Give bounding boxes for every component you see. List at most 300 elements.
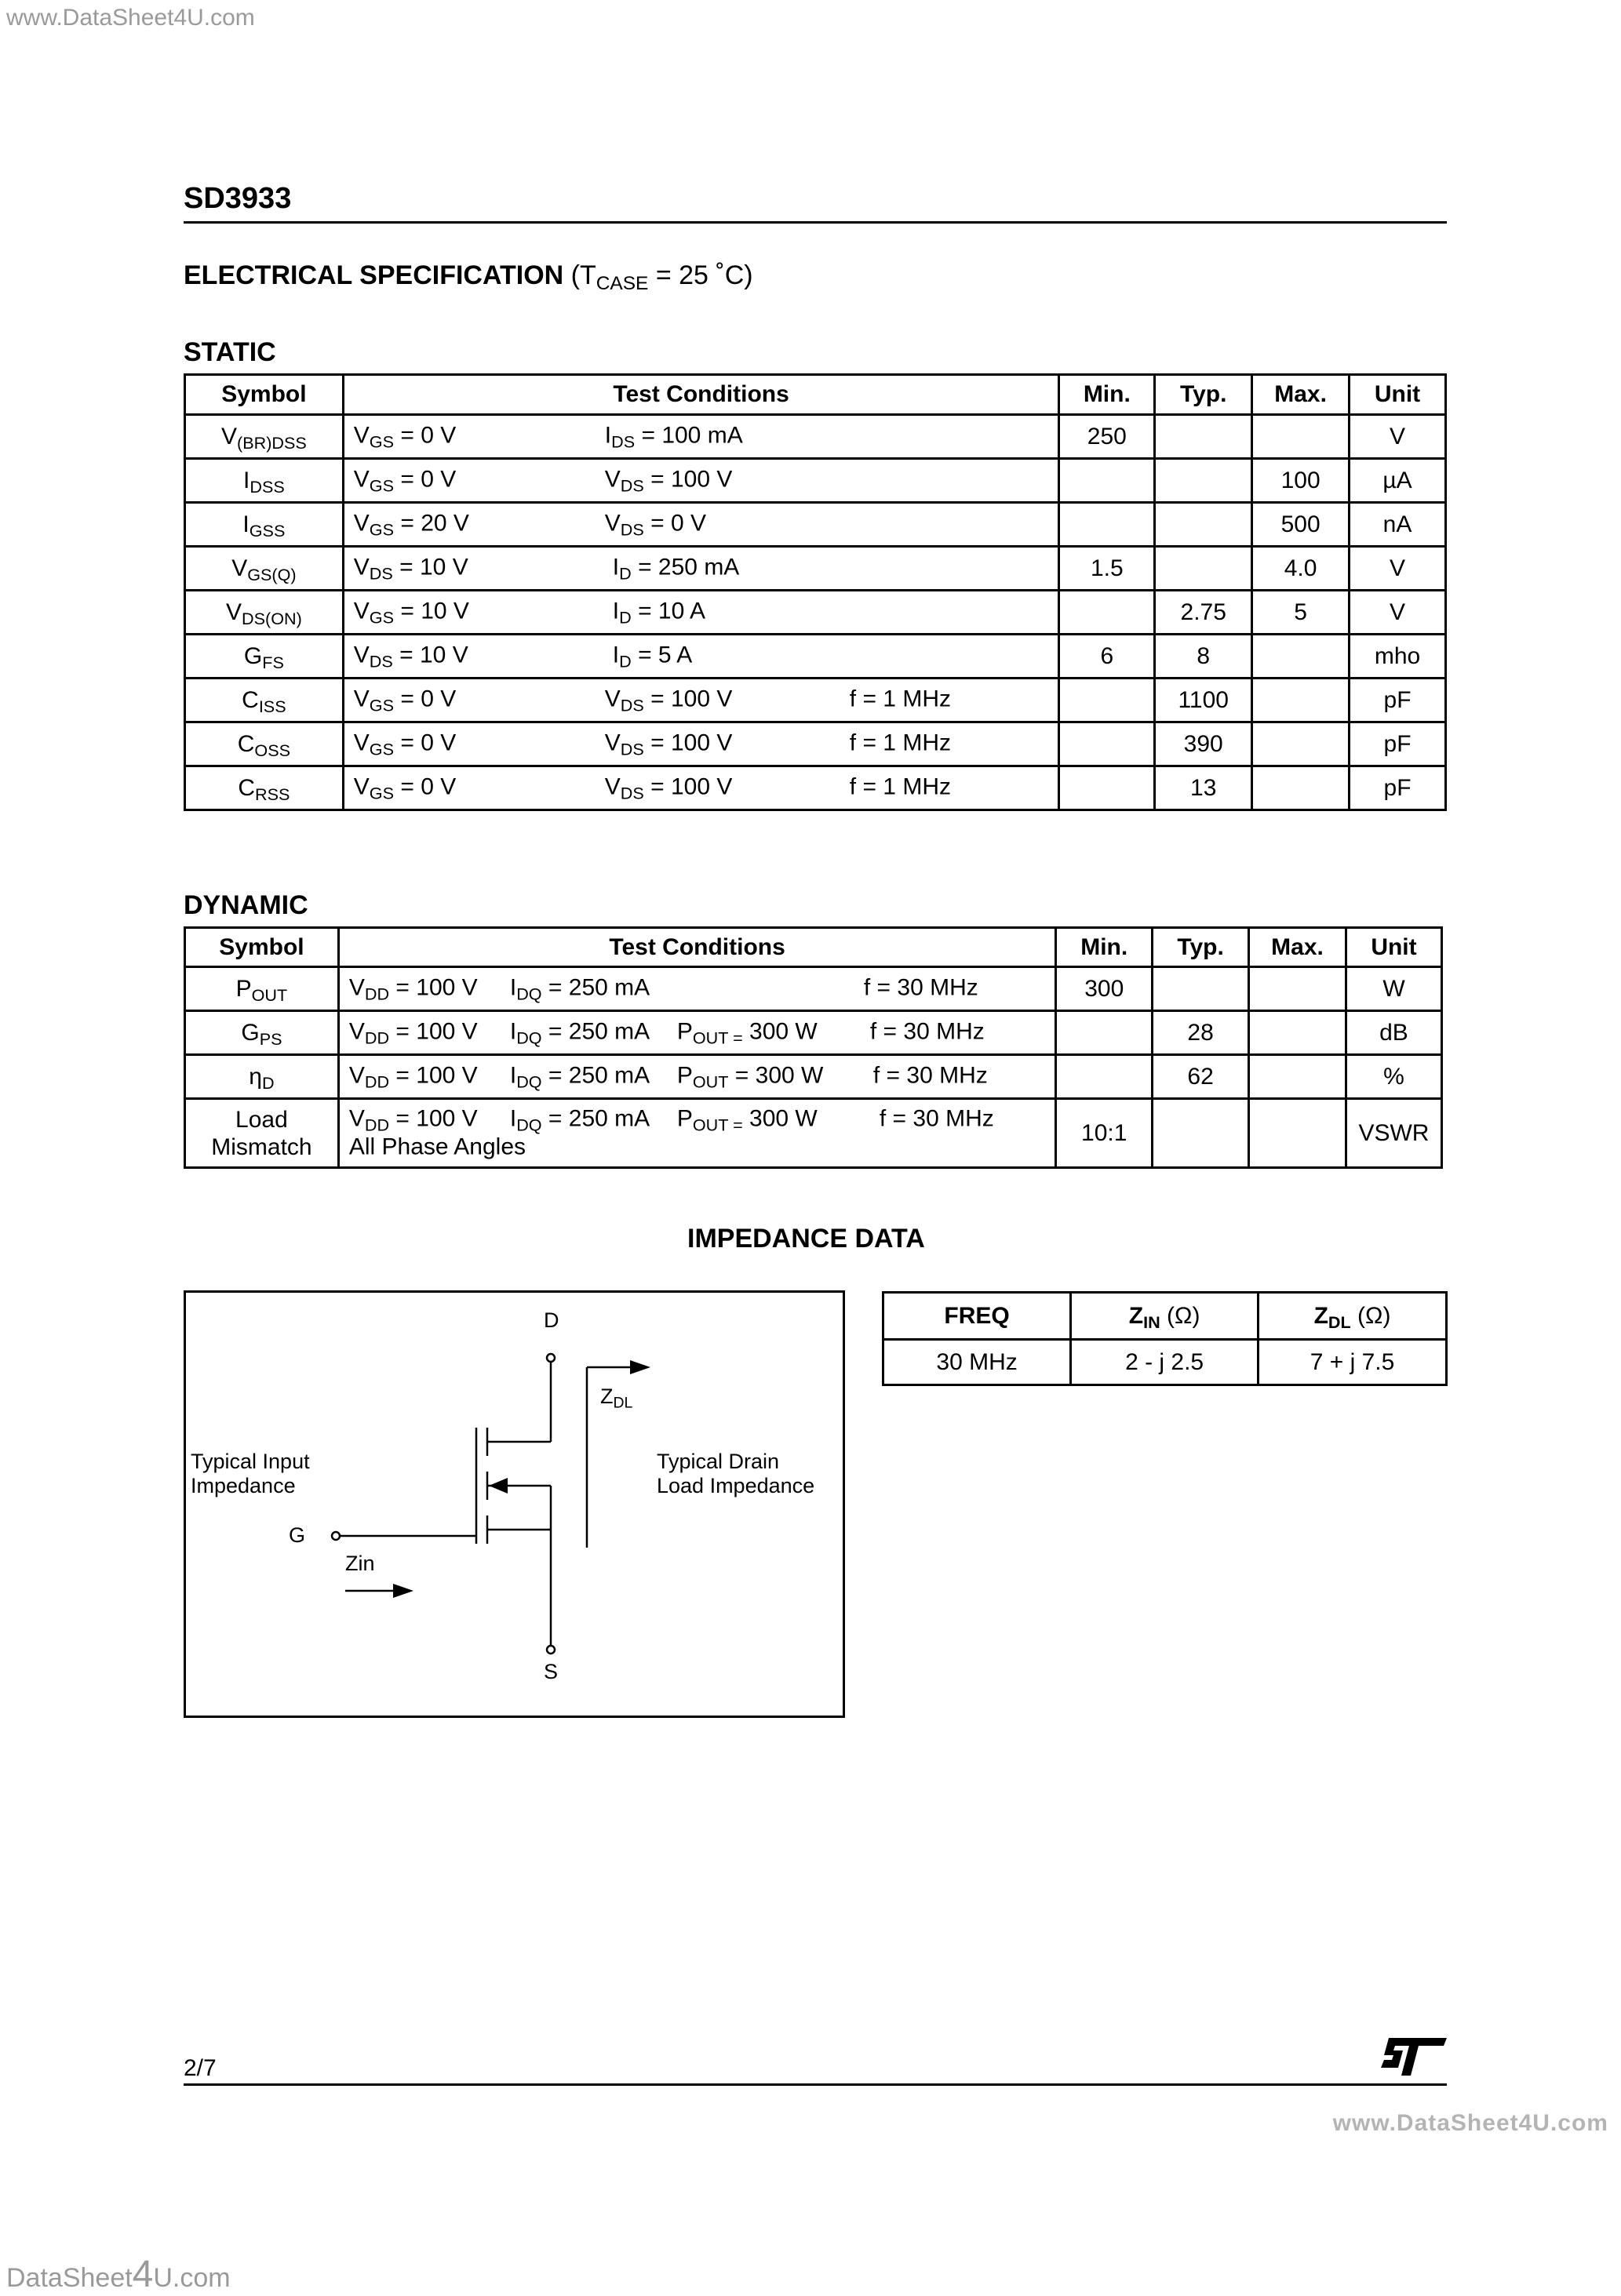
- static-unit: nA: [1350, 503, 1446, 547]
- cond-value: = 100 V: [643, 685, 733, 711]
- static-conditions: [343, 591, 1059, 635]
- static-typ: [1155, 503, 1252, 547]
- cond-main: V: [604, 773, 621, 799]
- static-min: [1059, 459, 1155, 503]
- symbol-sub: (BR)DSS: [237, 432, 307, 453]
- watermark-bottom-pre: DataSheet: [6, 2263, 133, 2293]
- cond-main: I: [509, 1105, 517, 1132]
- static-unit: µA: [1350, 459, 1446, 503]
- gate-label: G: [289, 1523, 306, 1547]
- impedance-zdl: 7 + j 7.5: [1259, 1340, 1447, 1385]
- static-unit: V: [1350, 591, 1446, 635]
- zdl-label: [600, 1385, 633, 1412]
- static-unit: pF: [1350, 679, 1446, 722]
- drain-label: D: [544, 1308, 559, 1332]
- condition-2: [612, 641, 693, 671]
- static-min: [1059, 722, 1155, 766]
- cond-value: = 20 V: [394, 509, 469, 536]
- condition-idq: [510, 974, 650, 1001]
- static-typ: [1155, 459, 1252, 503]
- cond-main: V: [604, 685, 621, 711]
- dynamic-typ: [1153, 1099, 1249, 1168]
- dynamic-table: [184, 926, 1443, 1169]
- cond-value: = 250 mA: [541, 1105, 650, 1132]
- static-table-row: [185, 766, 1446, 810]
- static-unit: V: [1350, 547, 1446, 591]
- condition-1: [353, 729, 457, 759]
- impedance-zin: 2 - j 2.5: [1071, 1340, 1259, 1385]
- spec-title: [184, 260, 753, 294]
- cond-value: = 250 mA: [541, 1061, 650, 1088]
- cond-main: V: [353, 465, 370, 492]
- cond-sub: GS: [369, 431, 394, 451]
- condition-1: [353, 597, 469, 627]
- static-typ: 1100: [1155, 679, 1252, 722]
- dynamic-min: [1056, 1011, 1153, 1055]
- zdl-label-sub: DL: [613, 1394, 633, 1412]
- cond-sub: D: [619, 650, 632, 671]
- dynamic-title: DYNAMIC: [184, 890, 308, 920]
- static-min: [1059, 679, 1155, 722]
- static-symbol: [185, 635, 344, 679]
- footer-rule: [184, 2083, 1447, 2086]
- dynamic-min: 300: [1056, 967, 1153, 1011]
- cond-value: = 100 V: [389, 1105, 478, 1132]
- static-header-row: [185, 375, 1446, 415]
- spec-cond-suffix: = 25 ˚C): [648, 260, 753, 290]
- symbol-line1: Load: [235, 1106, 288, 1133]
- cond-sub: GS: [369, 782, 394, 802]
- static-conditions: [343, 415, 1059, 459]
- dynamic-unit: VSWR: [1346, 1099, 1441, 1168]
- static-table-row: [185, 547, 1446, 591]
- cond-main: I: [509, 1017, 517, 1044]
- static-typ: [1155, 415, 1252, 459]
- condition-1: [353, 553, 468, 583]
- static-min: 1.5: [1059, 547, 1155, 591]
- symbol-main: V: [225, 599, 242, 625]
- static-max: 4.0: [1252, 547, 1350, 591]
- drain-terminal: [547, 1354, 555, 1362]
- static-symbol: [185, 415, 344, 459]
- impedance-head-zdl-sub: DL: [1328, 1312, 1351, 1332]
- st-logo-shape: [1381, 2038, 1447, 2076]
- impedance-head-zin: [1071, 1293, 1259, 1340]
- static-conditions: [343, 635, 1059, 679]
- cond-main: V: [348, 1061, 365, 1088]
- input-impedance-line1: Typical Input: [191, 1450, 310, 1473]
- source-terminal: [547, 1646, 555, 1654]
- static-conditions: [343, 722, 1059, 766]
- static-conditions: [343, 679, 1059, 722]
- dynamic-max: [1249, 1099, 1346, 1168]
- condition-1: [354, 466, 456, 493]
- cond-sub: GS: [369, 694, 394, 715]
- static-unit: pF: [1350, 766, 1446, 810]
- cond-sub: GS: [369, 519, 394, 539]
- impedance-freq: 30 MHz: [883, 1340, 1071, 1385]
- cond-sub: GS: [369, 738, 394, 759]
- impedance-head-zin-main: Z: [1128, 1302, 1144, 1329]
- static-min: [1059, 766, 1155, 810]
- symbol-main: V: [220, 423, 237, 449]
- dynamic-max: [1249, 1055, 1346, 1099]
- cond-value: 300 W: [742, 1017, 818, 1044]
- symbol-main: I: [243, 467, 250, 493]
- condition-1: [354, 773, 456, 800]
- cond-sub: GS: [369, 606, 394, 627]
- impedance-head-zdl-unit: (Ω): [1350, 1302, 1391, 1329]
- condition-1: [353, 641, 468, 671]
- static-max: 5: [1252, 591, 1350, 635]
- cond-value: = 250 mA: [541, 973, 650, 1000]
- cond-main: V: [604, 729, 621, 755]
- dynamic-symbol: [185, 1099, 339, 1168]
- static-symbol: [185, 547, 344, 591]
- condition-2: [604, 729, 733, 759]
- cond-value: = 10 V: [392, 641, 468, 668]
- condition-vdd: [349, 1018, 478, 1045]
- dynamic-header-row: [185, 928, 1442, 967]
- static-max: [1252, 722, 1350, 766]
- cond-sub: DD: [364, 1027, 390, 1047]
- cond-sub: DD: [364, 1115, 390, 1135]
- static-conditions: [343, 547, 1059, 591]
- dynamic-head-min: Min.: [1056, 928, 1153, 967]
- cond-main: V: [353, 553, 370, 580]
- cond-value: 300 W: [742, 1105, 818, 1132]
- cond-sub: DS: [620, 694, 644, 715]
- static-table-row: [185, 679, 1446, 722]
- symbol-sub: DSS: [250, 476, 285, 497]
- cond-main: V: [604, 465, 621, 492]
- cond-value: = 100 V: [643, 773, 733, 799]
- condition-3: f = 1 MHz: [849, 773, 951, 799]
- part-number: SD3933: [184, 182, 292, 215]
- cond-main: V: [353, 773, 370, 799]
- cond-value: = 100 V: [389, 973, 478, 1000]
- dynamic-head-typ: Typ.: [1153, 928, 1249, 967]
- dynamic-max: [1249, 1011, 1346, 1055]
- dynamic-conditions: [338, 1011, 1055, 1055]
- cond-main: P: [676, 1105, 693, 1132]
- condition-2: [605, 466, 733, 493]
- watermark-bottom: [6, 2253, 231, 2296]
- cond-main: P: [676, 1061, 693, 1088]
- dynamic-head-unit: Unit: [1346, 928, 1441, 967]
- impedance-diagram: [184, 1290, 845, 1718]
- impedance-head-zdl: [1259, 1293, 1447, 1340]
- cond-main: V: [353, 509, 370, 536]
- drain-impedance-label: [657, 1450, 814, 1498]
- condition-idq: [510, 1018, 650, 1045]
- condition-2: [612, 597, 705, 627]
- cond-main: I: [604, 421, 612, 448]
- spec-cond-sub: CASE: [596, 272, 649, 294]
- cond-value: = 250 mA: [631, 553, 740, 580]
- static-head-typ: Typ.: [1155, 375, 1252, 415]
- symbol-sub: FS: [262, 652, 284, 672]
- static-typ: 390: [1155, 722, 1252, 766]
- symbol-sub: GSS: [249, 520, 286, 540]
- page-number: 2/7: [184, 2055, 217, 2081]
- condition-1: [353, 685, 457, 715]
- cond-sub: D: [619, 562, 632, 583]
- impedance-head-freq: FREQ: [883, 1293, 1071, 1340]
- symbol-main: V: [231, 555, 248, 581]
- condition-3: f = 1 MHz: [849, 685, 951, 711]
- cond-main: V: [353, 641, 370, 668]
- dynamic-head-max: Max.: [1249, 928, 1346, 967]
- condition-2: [605, 773, 733, 800]
- cond-sub: DQ: [516, 983, 542, 1003]
- cond-main: I: [612, 641, 620, 668]
- body-arrow: [489, 1478, 508, 1494]
- dynamic-min: [1056, 1055, 1153, 1099]
- cond-value: = 100 V: [389, 1017, 478, 1044]
- cond-sub: DS: [369, 562, 393, 583]
- dynamic-typ: 62: [1153, 1055, 1249, 1099]
- static-max: [1252, 415, 1350, 459]
- condition-freq: f = 30 MHz: [869, 1017, 985, 1044]
- st-logo: [1378, 2033, 1448, 2080]
- symbol-sub: OUT: [251, 984, 288, 1005]
- static-symbol: [185, 591, 344, 635]
- cond-sub: D: [619, 606, 632, 627]
- cond-value: = 0 V: [394, 465, 457, 492]
- static-typ: 13: [1155, 766, 1252, 810]
- dynamic-table-row: [185, 1099, 1442, 1168]
- dynamic-unit: %: [1346, 1055, 1441, 1099]
- cond-main: V: [353, 729, 370, 755]
- spec-cond-prefix: (T: [570, 260, 596, 290]
- input-impedance-label: [191, 1450, 310, 1498]
- static-conditions: [343, 503, 1059, 547]
- condition-2: [605, 422, 743, 449]
- impedance-title: IMPEDANCE DATA: [687, 1224, 925, 1254]
- static-symbol: [185, 766, 344, 810]
- static-table-row: [185, 591, 1446, 635]
- symbol-main: G: [243, 642, 263, 669]
- static-min: [1059, 503, 1155, 547]
- watermark-right: www.DataSheet4U.com: [1332, 2110, 1608, 2136]
- symbol-sub: GS(Q): [247, 564, 297, 584]
- cond-value: = 10 V: [392, 553, 468, 580]
- symbol-main: C: [242, 686, 259, 713]
- static-symbol: [185, 459, 344, 503]
- cond-sub: GS: [369, 475, 394, 495]
- cond-main: I: [509, 973, 517, 1000]
- symbol-sub: RSS: [255, 784, 290, 804]
- drain-impedance-line2: Load Impedance: [657, 1474, 815, 1497]
- impedance-head-zin-sub: IN: [1143, 1312, 1160, 1332]
- condition-3: f = 1 MHz: [849, 729, 951, 755]
- dynamic-conditions: [338, 967, 1055, 1011]
- cond-value: = 0 V: [394, 773, 457, 799]
- dynamic-symbol: [185, 1055, 339, 1099]
- symbol-sub: PS: [259, 1028, 282, 1049]
- cond-main: V: [353, 421, 370, 448]
- cond-sub: DQ: [516, 1115, 542, 1135]
- condition-pout: [677, 1018, 818, 1045]
- static-table-row: [185, 503, 1446, 547]
- dynamic-symbol: [185, 1011, 339, 1055]
- condition-pout: [676, 1105, 818, 1135]
- watermark-bottom-big: 4: [132, 2254, 154, 2295]
- cond-sub: DS: [620, 475, 644, 495]
- dynamic-typ: [1153, 967, 1249, 1011]
- static-table-row: [185, 635, 1446, 679]
- condition-2: [604, 685, 733, 715]
- header-rule: [184, 221, 1447, 224]
- static-unit: pF: [1350, 722, 1446, 766]
- spec-title-text: ELECTRICAL SPECIFICATION: [184, 260, 564, 290]
- watermark-top: www.DataSheet4U.com: [6, 5, 255, 31]
- dynamic-typ: 28: [1153, 1011, 1249, 1055]
- condition-vdd: [349, 1062, 478, 1089]
- dynamic-table-row: [185, 1055, 1442, 1099]
- static-max: 100: [1252, 459, 1350, 503]
- cond-main: V: [348, 1105, 365, 1132]
- symbol-main: G: [241, 1019, 260, 1046]
- source-label: S: [544, 1660, 559, 1683]
- dynamic-conditions: [338, 1055, 1055, 1099]
- cond-main: V: [604, 509, 621, 536]
- symbol-main: η: [249, 1063, 262, 1090]
- cond-main: I: [612, 553, 620, 580]
- cond-value: = 0 V: [394, 729, 457, 755]
- cond-value: = 5 A: [631, 641, 693, 668]
- mosfet-schematic: [186, 1293, 843, 1716]
- condition-1: [354, 510, 469, 537]
- static-head-unit: Unit: [1350, 375, 1446, 415]
- cond-main: I: [509, 1061, 517, 1088]
- cond-value: = 10 A: [631, 597, 705, 624]
- static-head-symbol: Symbol: [185, 375, 344, 415]
- symbol-line2: Mismatch: [211, 1133, 312, 1160]
- dynamic-head-conditions: Test Conditions: [338, 928, 1055, 967]
- input-impedance-line2: Impedance: [191, 1474, 296, 1497]
- symbol-sub: ISS: [258, 696, 286, 716]
- cond-value: = 100 V: [389, 1061, 478, 1088]
- condition-idq: [509, 1105, 650, 1135]
- cond-sub: DS: [620, 738, 644, 759]
- cond-main: V: [353, 685, 370, 711]
- zdl-arrow-head: [630, 1360, 650, 1374]
- impedance-table-row: [883, 1340, 1447, 1385]
- dynamic-max: [1249, 967, 1346, 1011]
- cond-main: I: [612, 597, 620, 624]
- cond-value: = 100 V: [643, 465, 733, 492]
- static-max: 500: [1252, 503, 1350, 547]
- condition-idq: [510, 1062, 650, 1089]
- dynamic-table-row: [185, 967, 1442, 1011]
- cond-value: = 250 mA: [541, 1017, 650, 1044]
- cond-value: = 0 V: [394, 421, 457, 448]
- cond-sub: OUT =: [692, 1115, 743, 1135]
- symbol-sub: OSS: [254, 740, 291, 760]
- condition-freq: f = 30 MHz: [863, 973, 978, 1000]
- symbol-main: I: [242, 511, 250, 537]
- static-unit: mho: [1350, 635, 1446, 679]
- symbol-main: P: [235, 975, 252, 1002]
- drain-impedance-line1: Typical Drain: [657, 1450, 780, 1473]
- static-title: STATIC: [184, 337, 276, 367]
- static-table-row: [185, 722, 1446, 766]
- condition-note: All Phase Angles: [348, 1133, 526, 1160]
- static-max: [1252, 766, 1350, 810]
- cond-value: = 0 V: [394, 685, 457, 711]
- condition-2: [612, 553, 740, 583]
- cond-sub: DS: [620, 519, 644, 539]
- dynamic-conditions: [338, 1099, 1055, 1168]
- dynamic-symbol: [185, 967, 339, 1011]
- impedance-head-zin-unit: (Ω): [1160, 1302, 1200, 1329]
- cond-sub: DS: [611, 431, 636, 451]
- dynamic-head-symbol: Symbol: [185, 928, 339, 967]
- cond-sub: DS: [369, 650, 393, 671]
- symbol-main: C: [237, 730, 255, 757]
- condition-vdd: [349, 974, 478, 1001]
- watermark-bottom-post: U.com: [153, 2263, 231, 2293]
- static-min: [1059, 591, 1155, 635]
- static-typ: 2.75: [1155, 591, 1252, 635]
- cond-sub: OUT =: [692, 1027, 743, 1047]
- dynamic-table-row: [185, 1011, 1442, 1055]
- cond-sub: DD: [364, 983, 390, 1003]
- condition-1: [354, 422, 456, 449]
- cond-main: V: [353, 597, 370, 624]
- static-table-row: [185, 415, 1446, 459]
- zin-label: Zin: [345, 1552, 375, 1575]
- gate-terminal: [332, 1532, 340, 1540]
- condition-freq: f = 30 MHz: [879, 1105, 994, 1132]
- dynamic-unit: W: [1346, 967, 1441, 1011]
- static-max: [1252, 679, 1350, 722]
- static-typ: 8: [1155, 635, 1252, 679]
- impedance-table: [882, 1291, 1448, 1386]
- cond-main: V: [348, 973, 365, 1000]
- cond-value: = 0 V: [643, 509, 707, 536]
- condition-vdd: [348, 1105, 478, 1135]
- static-min: 250: [1059, 415, 1155, 459]
- static-min: 6: [1059, 635, 1155, 679]
- impedance-header-row: [883, 1293, 1447, 1340]
- dynamic-unit: dB: [1346, 1011, 1441, 1055]
- cond-main: V: [348, 1017, 365, 1044]
- cond-sub: DD: [364, 1071, 390, 1091]
- static-symbol: [185, 679, 344, 722]
- cond-sub: OUT: [692, 1071, 729, 1091]
- cond-sub: DQ: [516, 1071, 542, 1091]
- cond-value: = 300 W: [728, 1061, 824, 1088]
- symbol-main: C: [238, 774, 256, 801]
- static-head-conditions: Test Conditions: [343, 375, 1059, 415]
- cond-sub: DS: [620, 782, 644, 802]
- impedance-head-zdl-main: Z: [1313, 1302, 1328, 1329]
- cond-value: = 10 V: [394, 597, 469, 624]
- dynamic-min: 10:1: [1056, 1099, 1153, 1168]
- condition-pout: [677, 1062, 824, 1089]
- static-symbol: [185, 503, 344, 547]
- cond-sub: DQ: [516, 1027, 542, 1047]
- static-unit: V: [1350, 415, 1446, 459]
- static-table: [184, 373, 1447, 811]
- condition-freq: f = 30 MHz: [872, 1061, 988, 1088]
- static-max: [1252, 635, 1350, 679]
- static-symbol: [185, 722, 344, 766]
- condition-2: [605, 510, 706, 537]
